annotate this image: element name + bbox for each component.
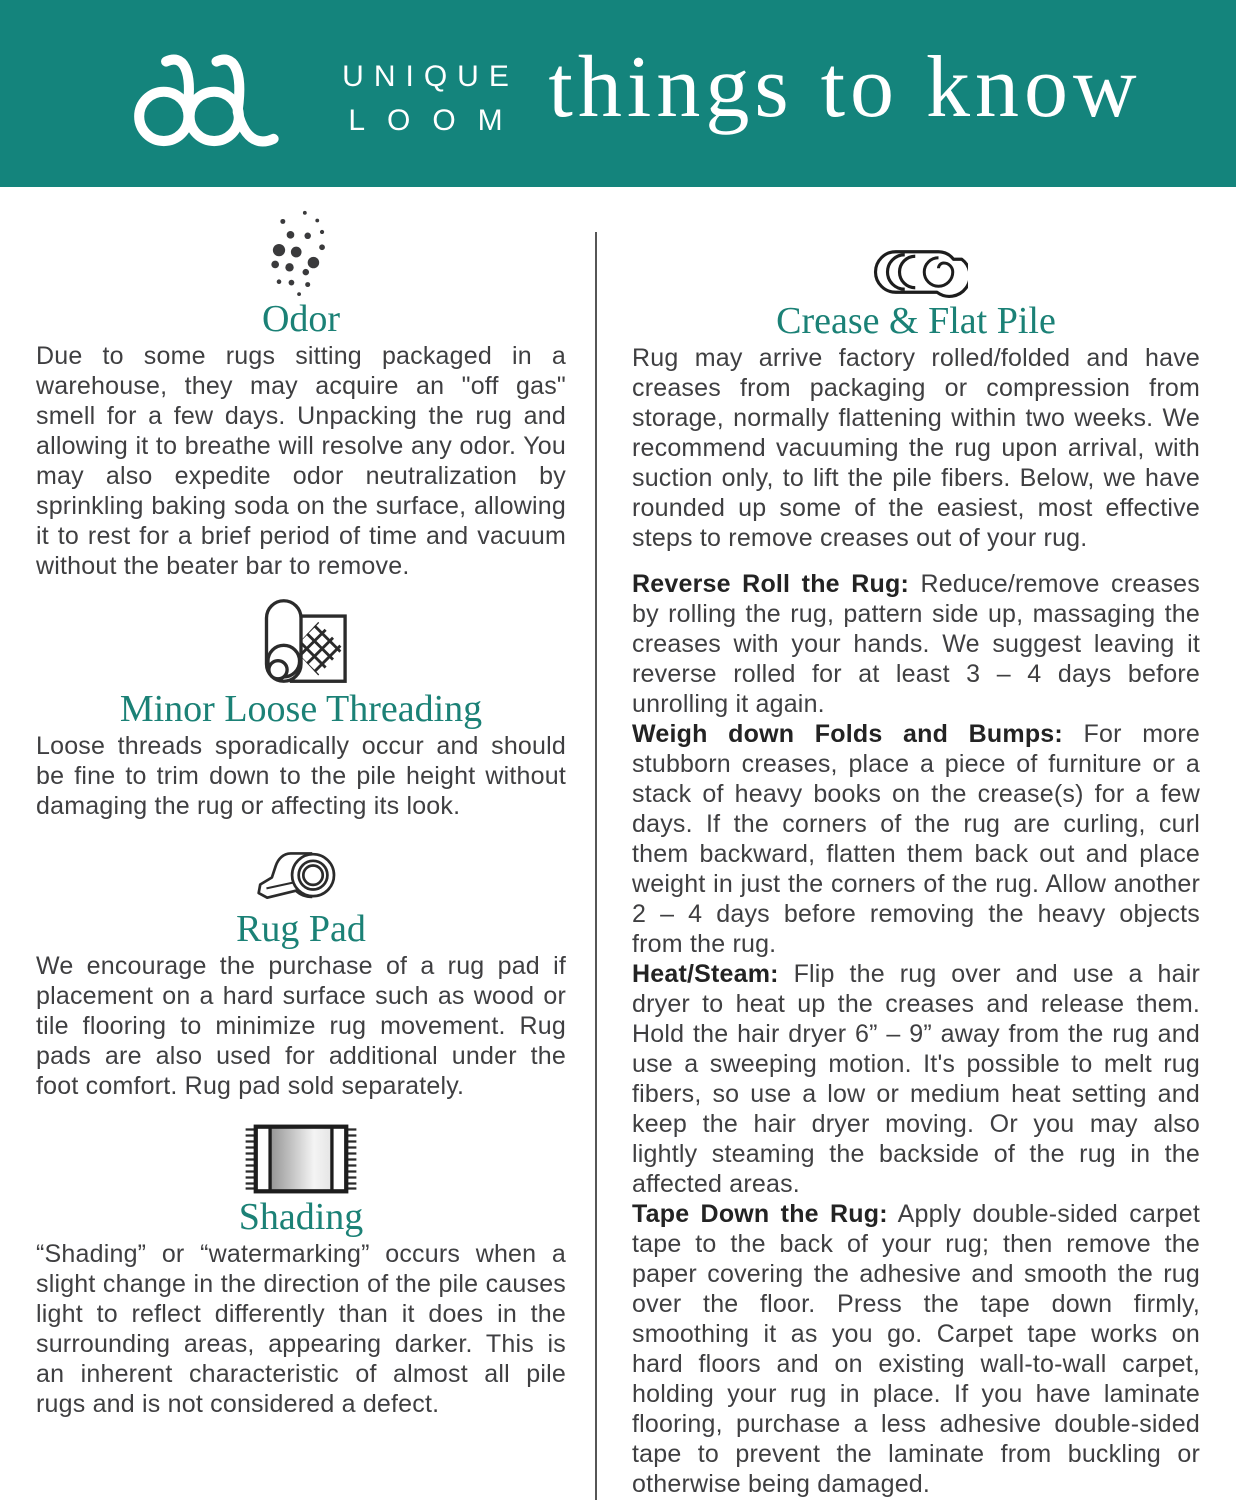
- tip-tape-down: [632, 1199, 1200, 1499]
- odor-sprinkle-dots-icon: [36, 209, 566, 297]
- section-body-rugpad: We encourage the purchase of a rug pad if placement on a hard surface such as wood or tile flooring to minimize rug movement. Rug pads are also used for additional under the foot comfort. Rug pad sold separately.: [36, 952, 566, 1100]
- brand-line-1: UNIQUE: [342, 60, 519, 93]
- tip-label: Reverse Roll the Rug:: [632, 570, 909, 598]
- section-body-odor: Due to some rugs sitting packaged in a warehouse, they may acquire an "off gas" smell for a few days. Unpacking the rug and allowing it to breathe will resolve any odor. You may also expedite odor neutralization by sprinkling baking soda on the surface, allowing it to rest for a brief period of time and vacuum without the beater bar to remove.: [36, 342, 566, 580]
- tip-heat-steam: [632, 959, 1200, 1199]
- tip-weigh-down: [632, 719, 1200, 959]
- rolled-rug-side-spiral-icon: [632, 245, 1200, 299]
- fringed-rug-icon: [36, 1123, 566, 1195]
- brand-line-2: LOOM: [348, 104, 525, 137]
- section-heading-crease: Crease & Flat Pile: [776, 300, 1056, 342]
- section-body-threading: Loose threads sporadically occur and should be fine to trim down to the pile height without damaging the rug or affecting its look.: [36, 732, 566, 820]
- rolled-rug-crosshatch-icon: [36, 595, 566, 687]
- unique-loom-logo-icon: [100, 38, 315, 150]
- banner: [0, 0, 1236, 187]
- section-body-shading: “Shading” or “watermarking” occurs when a slight change in the direction of the pile causes light to reflect differently than it does in the surrounding areas, appearing darker. This is an inherent characteristic of almost all pile rugs and is not considered a defect.: [36, 1240, 566, 1418]
- content: [0, 187, 1236, 1500]
- tip-text: Apply double-sided carpet tape to the back of your rug; then remove the paper covering the adhesive and smooth the rug over the floor. Press the tape down firmly, smoothing it as you go. Carpet tape works on hard floors and on existing wall-to-wall carpet, holding your rug in place. If you have laminate flooring, purchase a less adhesive double-sided tape to prevent the laminate from buckling or otherwise being damaged.: [632, 1200, 1200, 1498]
- left-column: [36, 187, 566, 1500]
- tip-text: For more stubborn creases, place a piece of furniture or a stack of heavy books on the crease(s) for a few days. If the corners of the rug are curling, curl them backward, flatten them back out and place weight in just the corners of the rug. Allow another 2 – 4 days before removing the heavy objects from the rug.: [632, 720, 1200, 958]
- column-divider: [595, 232, 597, 1500]
- tip-label: Weigh down Folds and Bumps:: [632, 720, 1063, 748]
- tip-text: Reduce/remove creases by rolling the rug, pattern side up, massaging the creases with your hands. We suggest leaving it reverse rolled for at least 3 – 4 days before unrolling it again.: [632, 570, 1200, 718]
- page-title: things to know: [548, 39, 1142, 136]
- tip-label: Heat/Steam:: [632, 960, 779, 988]
- section-heading-odor: Odor: [261, 298, 341, 340]
- tip-label: Tape Down the Rug:: [632, 1200, 888, 1228]
- right-column: [632, 187, 1200, 1500]
- tip-text: Flip the rug over and use a hair dryer to heat up the creases and release them. Hold the hair dryer 6” – 9” away from the rug and use a sweeping motion. It's possible to melt rug fibers, so use a low or medium heat setting and keep the hair dryer moving. Or you may also lightly steaming the backside of the rug in the affected areas.: [632, 960, 1200, 1198]
- section-heading-rugpad: Rug Pad: [236, 908, 366, 950]
- section-heading-threading: Minor Loose Threading: [119, 688, 483, 730]
- rug-pad-roll-icon: [36, 841, 566, 907]
- crease-intro: Rug may arrive factory rolled/folded and have creases from packaging or compression from storage, normally flattening within two weeks. We recommend vacuuming the rug upon arrival, with suction only, to lift the pile fibers. Below, we have rounded up some of the easiest, most effective steps to remove creases out of your rug.: [632, 344, 1200, 552]
- section-heading-shading: Shading: [238, 1196, 364, 1238]
- tip-reverse-roll: [632, 569, 1200, 719]
